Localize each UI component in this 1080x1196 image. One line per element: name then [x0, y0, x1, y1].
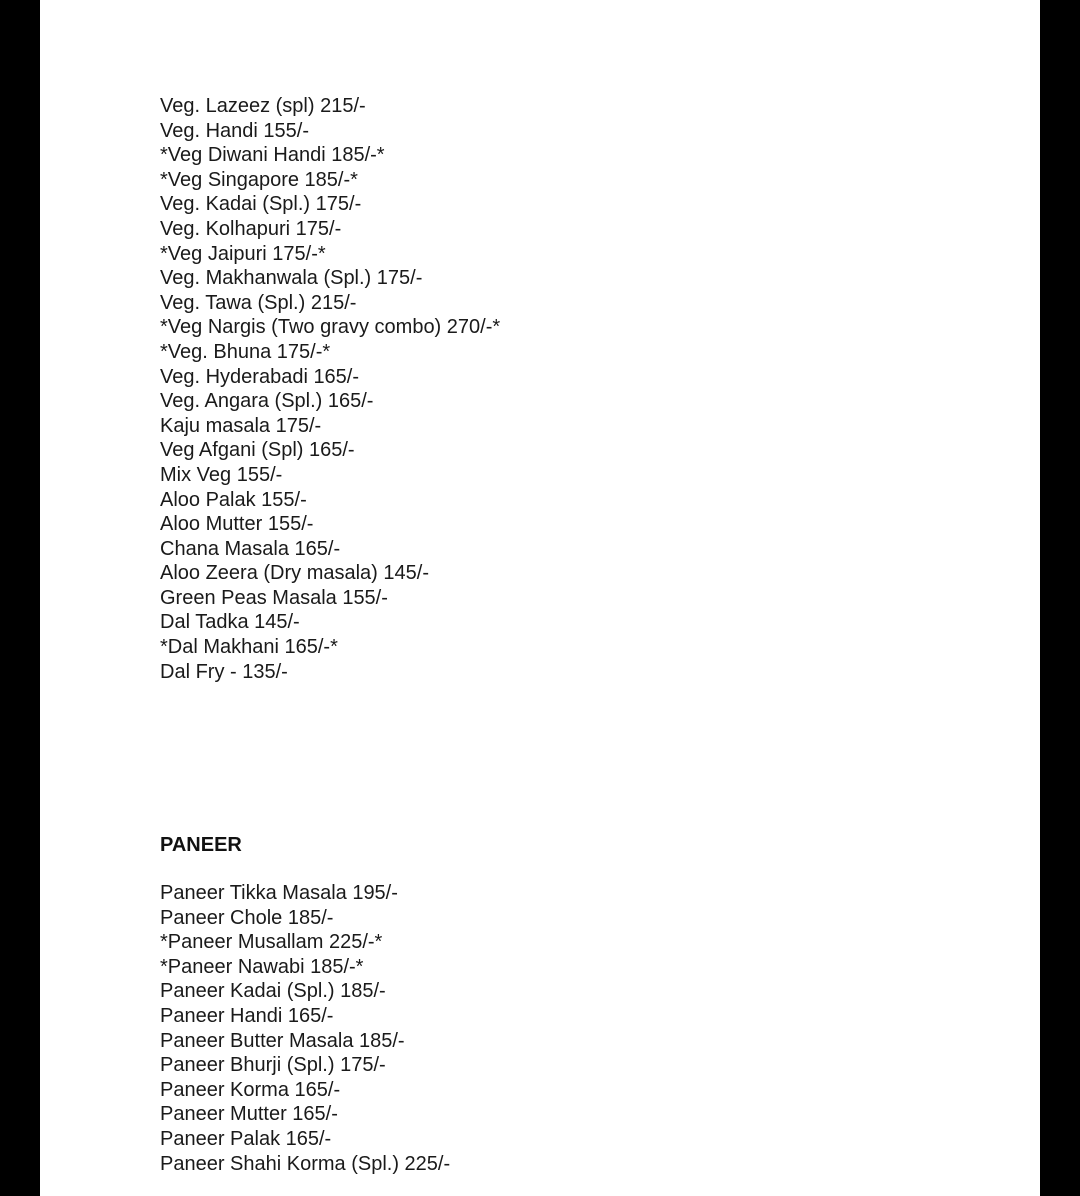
menu-item: Kaju masala 175/- — [160, 414, 322, 437]
veg-menu-list — [160, 94, 500, 684]
menu-item: Chana Masala 165/- — [160, 537, 341, 560]
menu-item: *Paneer Musallam 225/-* — [160, 931, 383, 954]
menu-item: Paneer Mutter 165/- — [160, 1103, 338, 1126]
menu-item: Veg. Tawa (Spl.) 215/- — [160, 291, 357, 314]
menu-item: Veg. Makhanwala (Spl.) 175/- — [160, 267, 423, 290]
menu-item: Mix Veg 155/- — [160, 463, 283, 486]
menu-item: Aloo Mutter 155/- — [160, 513, 314, 536]
menu-item: *Dal Makhani 165/-* — [160, 636, 338, 659]
menu-item: Veg. Lazeez (spl) 215/- — [160, 95, 366, 117]
section-heading-paneer: PANEER — [160, 834, 242, 856]
menu-item: Aloo Zeera (Dry masala) 145/- — [160, 562, 429, 585]
menu-item: Paneer Tikka Masala 195/- — [160, 882, 398, 904]
menu-item: Paneer Korma 165/- — [160, 1078, 341, 1101]
menu-item: *Veg Diwani Handi 185/-* — [160, 144, 385, 167]
menu-item: Veg. Hyderabadi 165/- — [160, 365, 360, 388]
menu-item: *Veg Jaipuri 175/-* — [160, 242, 326, 265]
menu-item: Dal Fry - 135/- — [160, 660, 288, 683]
menu-item: Veg Afgani (Spl) 165/- — [160, 439, 355, 462]
menu-item: Green Peas Masala 155/- — [160, 586, 388, 609]
menu-item: *Veg Singapore 185/-* — [160, 168, 358, 191]
menu-item: *Veg Nargis (Two gravy combo) 270/-* — [160, 316, 501, 339]
menu-item: Paneer Chole 185/- — [160, 906, 334, 929]
menu-item: Paneer Butter Masala 185/- — [160, 1029, 405, 1052]
menu-item: *Paneer Nawabi 185/-* — [160, 955, 364, 978]
menu-item: Veg. Angara (Spl.) 165/- — [160, 390, 374, 413]
document-page — [40, 0, 1040, 1196]
menu-item: Paneer Palak 165/- — [160, 1127, 332, 1150]
menu-item: Veg. Kolhapuri 175/- — [160, 217, 342, 240]
paneer-menu-list — [160, 881, 450, 1176]
menu-item: Paneer Handi 165/- — [160, 1004, 334, 1027]
menu-item: Paneer Shahi Korma (Spl.) 225/- — [160, 1152, 451, 1175]
menu-item: Paneer Kadai (Spl.) 185/- — [160, 980, 386, 1003]
menu-item: Veg. Handi 155/- — [160, 119, 309, 142]
menu-item: Aloo Palak 155/- — [160, 488, 307, 511]
menu-item: Paneer Bhurji (Spl.) 175/- — [160, 1054, 386, 1077]
menu-item: Dal Tadka 145/- — [160, 611, 300, 634]
menu-item: Veg. Kadai (Spl.) 175/- — [160, 193, 362, 216]
menu-item: *Veg. Bhuna 175/-* — [160, 340, 331, 363]
